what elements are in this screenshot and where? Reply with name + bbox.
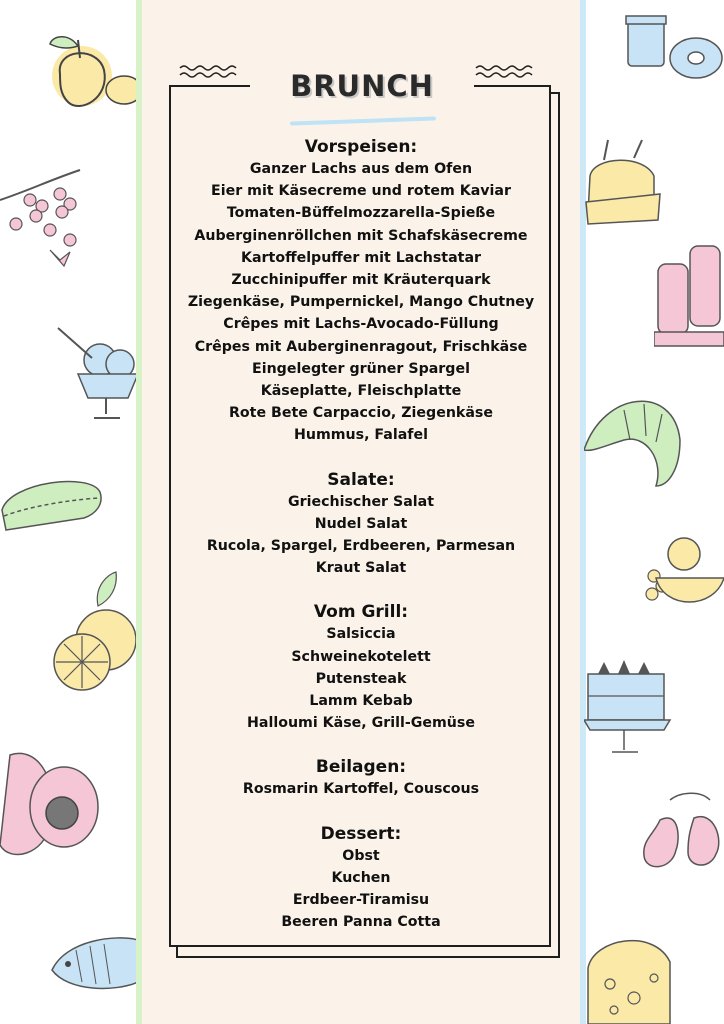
section-heading: Vom Grill:	[313, 602, 409, 623]
fruit-bowl-icon	[644, 530, 724, 630]
menu-item: Kuchen	[331, 869, 391, 886]
section-vom-grill	[172, 601, 550, 734]
menu-item: Eier mit Käsecreme und rotem Kaviar	[211, 183, 511, 200]
lemon-icon	[38, 566, 138, 696]
menu-item: Hummus, Falafel	[294, 427, 428, 444]
menu-item: Ziegenkäse, Pumpernickel, Mango Chutney	[187, 294, 535, 311]
section-salate	[172, 469, 550, 580]
menu-item: Putensteak	[315, 670, 407, 687]
menu-item: Eingelegter grüner Spargel	[252, 360, 470, 377]
menu-item: Halloumi Käse, Grill-Gemüse	[247, 715, 475, 732]
menu-item: Schweinekotelett	[291, 648, 431, 665]
menu-item: Nudel Salat	[314, 515, 408, 532]
menu-item: Zucchinipuffer mit Kräuterquark	[231, 272, 491, 289]
section-vorspeisen	[172, 136, 550, 447]
title-squiggle-right	[474, 62, 546, 80]
left-decoration-column	[0, 0, 138, 1024]
section-heading: Beilagen:	[315, 757, 407, 778]
menu-item: Lamm Kebab	[309, 693, 413, 710]
menu-item: Obst	[342, 847, 380, 864]
ice-cream-icon	[48, 318, 138, 428]
apple-icon	[20, 18, 138, 114]
title-squiggle-left	[178, 62, 250, 80]
menu-item: Crêpes mit Lachs-Avocado-Füllung	[223, 316, 499, 333]
menu-item: Beeren Panna Cotta	[281, 914, 441, 931]
menu-item: Auberginenröllchen mit Schafskäsecreme	[194, 227, 528, 244]
section-dessert	[172, 823, 550, 934]
menu-item: Kartoffelpuffer mit Lachstatar	[240, 249, 482, 266]
section-heading: Salate:	[327, 469, 395, 490]
sandwich-icon	[0, 470, 110, 540]
fish-icon	[46, 920, 138, 1000]
menu-item: Käseplatte, Fleischplatte	[260, 383, 462, 400]
menu-item: Rucola, Spargel, Erdbeeren, Parmesan	[206, 538, 516, 555]
menu-item: Salsiccia	[326, 626, 396, 643]
menu-item: Kraut Salat	[315, 560, 407, 577]
croissant-icon	[584, 390, 684, 500]
menu-item: Erdbeer-Tiramisu	[292, 892, 430, 909]
menu-item: Tomaten-Büffelmozzarella-Spieße	[226, 205, 496, 222]
pear-icon	[640, 790, 724, 880]
avocado-icon	[0, 745, 110, 875]
menu-title: BRUNCH	[290, 69, 434, 103]
right-decoration-column	[584, 0, 724, 1024]
cheese-icon	[584, 928, 674, 1024]
menu-item: Ganzer Lachs aus dem Ofen	[249, 161, 473, 177]
grapes-icon	[0, 160, 100, 270]
coffee-donut-icon	[624, 10, 724, 90]
title-box	[250, 62, 474, 110]
menu-item: Griechischer Salat	[287, 493, 435, 510]
menu-item: Crêpes mit Auberginenragout, Frischkäse	[194, 338, 528, 355]
menu-item: Rote Bete Carpaccio, Ziegenkäse	[229, 405, 493, 422]
roast-chicken-icon	[584, 136, 664, 228]
salt-pepper-icon	[654, 236, 724, 356]
section-heading: Dessert:	[320, 823, 402, 844]
menu-item: Rosmarin Kartoffel, Couscous	[242, 781, 480, 798]
menu-content	[172, 136, 550, 955]
cake-icon	[584, 640, 674, 760]
section-beilagen	[172, 756, 550, 800]
section-heading: Vorspeisen:	[304, 137, 418, 157]
